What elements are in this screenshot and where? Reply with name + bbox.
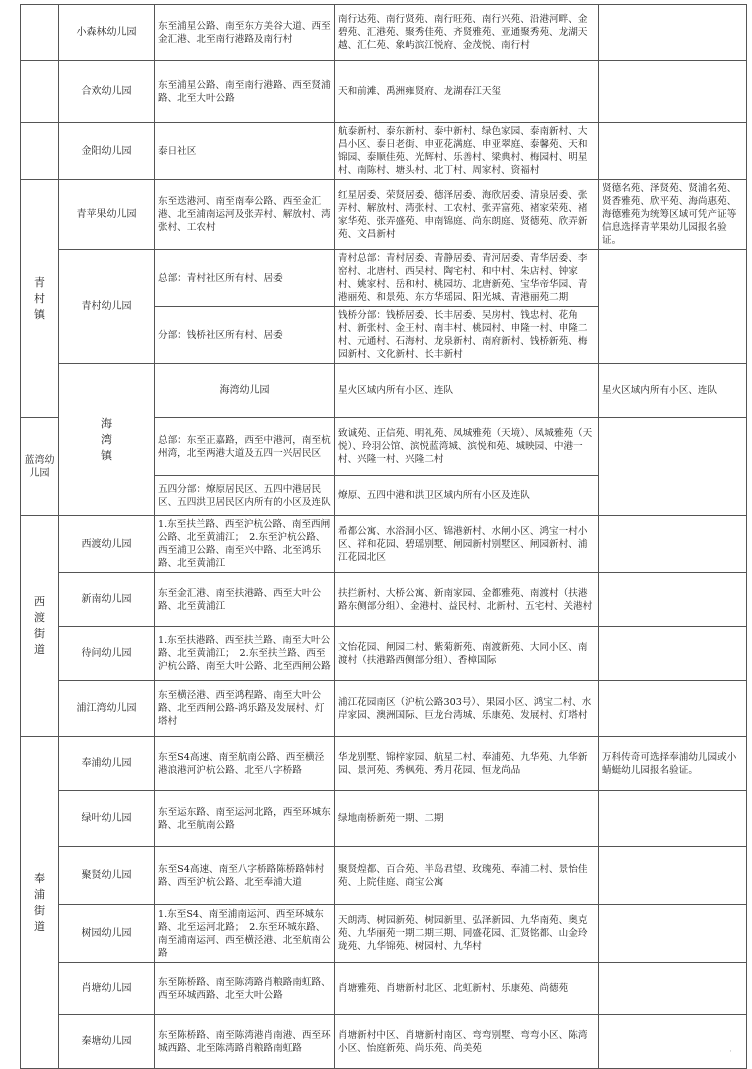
remark-cell: 贤德名苑、泽贤苑、贤浦名苑、贤香雅苑、欣平苑、海尚惠苑、海德雅苑为统筹区域可凭产证等信息选择青苹果幼儿园报名验证。 (599, 180, 747, 250)
enrollment-area: 五四分部：燎原居民区、五四中港居民区、五四洪卫居民区内所有的小区及连队 (155, 476, 335, 516)
remark-cell (599, 61, 747, 123)
community-list: 星火区域内所有小区、连队 (599, 364, 747, 418)
town-cell-continued (21, 61, 59, 123)
remark-cell (599, 250, 747, 364)
kindergarten-name: 青苹果幼儿园 (59, 180, 155, 250)
enrollment-area: 总部：青村社区所有村、居委 (155, 250, 335, 307)
table-row (21, 681, 747, 737)
community-list: 红星居委、荣贤居委、德泽居委、海欣居委、清泉居委、张弄村、解放村、湾张村、工农村、张弄富苑、褚家荣苑、褚家华苑、张弄盛苑、申南锦庭、尚东朗庭、贤德苑、欣弄新苑、文昌新村 (335, 180, 599, 250)
remark-cell (599, 123, 747, 180)
kindergarten-name: 绿叶幼儿园 (59, 791, 155, 847)
kindergarten-name: 新南幼儿园 (59, 573, 155, 627)
enrollment-area: 东至运东路、南至运河北路，西至环城东路、北至航南公路 (155, 791, 335, 847)
remark-cell (599, 681, 747, 737)
enrollment-zoning-table (20, 4, 747, 1069)
kindergarten-name: 奉浦幼儿园 (59, 737, 155, 791)
table-row (21, 737, 747, 791)
community-list: 青村总部：青村居委、青静居委、青河居委、青华居委、李窑村、北唐村、西吴村、陶宅村、和中村、朱店村、钟家村、姚家村、岳和村、桃园坊、北唐新苑、宝华帝华园、青港丽苑、和景苑、东方华瑶园、阳光城、青港丽苑二期 (335, 250, 599, 307)
kindergarten-name: 肖塘幼儿园 (59, 963, 155, 1015)
kindergarten-name: 金阳幼儿园 (59, 123, 155, 180)
table-row (21, 5, 747, 61)
community-list: 肖塘新村中区、肖塘新村南区、弯弯别墅、弯弯小区、陈湾小区、怡庭新苑、尚乐苑、尚美苑 (335, 1015, 599, 1069)
remark-cell (599, 905, 747, 963)
table-row (21, 905, 747, 963)
enrollment-area: 分部：钱桥社区所有村、居委 (155, 307, 335, 364)
community-list: 致诚苑、正信苑、明礼苑、凤城雅苑（天境）、凤城雅苑（天悦）、玲羽公馆、滨悦蓝湾城、滨悦和苑、城映园、中港一村、兴隆一村、兴隆二村 (335, 418, 599, 476)
watermark: · (729, 1047, 732, 1057)
town-cell-continued (21, 123, 59, 180)
enrollment-area: 东至S4高速、南至航南公路、西至横泾港浪港河沪杭公路、北至八字桥路 (155, 737, 335, 791)
community-list: 扶拦新村、大桥公寓、新南家园、金都雅苑、南渡村（扶港路东侧部分组）、金港村、益民村、北新村、五宅村、关港村 (335, 573, 599, 627)
remark-cell (599, 791, 747, 847)
table-row (21, 180, 747, 250)
remark-cell (599, 418, 747, 516)
kindergarten-name: 蓝湾幼儿园 (21, 418, 59, 516)
remark-cell (599, 573, 747, 627)
community-list: 南行达苑、南行贤苑、南行旺苑、南行兴苑、沿港河畔、金碧苑、汇港苑、聚秀佳苑、齐贤雅苑、亚通聚秀苑、龙湖天越、汇仁苑、象屿滨江悦府、金茂悦、南行村 (335, 5, 599, 61)
enrollment-area: 1.东至S4、南至浦南运河、西至环城东路、北至运河北路； 2.东至环城东路、南至浦南运河、西至横泾港、北至航南公路 (155, 905, 335, 963)
remark-cell (599, 5, 747, 61)
community-list: 肖塘雅苑、肖塘新村北区、北虹新村、乐康苑、尚德苑 (335, 963, 599, 1015)
enrollment-area: 东至浦星公路、南至东方美谷大道、西至金汇港、北至南行港路及南行村 (155, 5, 335, 61)
kindergarten-name: 小森林幼儿园 (59, 5, 155, 61)
remark-cell (599, 1015, 747, 1069)
table-row (21, 123, 747, 180)
community-list: 文怡花园、闸园二村、紫菊新苑、南渡新苑、大同小区、南渡村（扶港路西侧部分组）、香樟国际 (335, 627, 599, 681)
kindergarten-name: 待问幼儿园 (59, 627, 155, 681)
community-list: 希都公寓、水浴洞小区、锦港新村、水闸小区、鸿宝一村小区、祥和花园、碧瑶别墅、闸园新村别墅区、闸园新村、浦江花园北区 (335, 516, 599, 573)
table-row (21, 516, 747, 573)
community-list: 聚贤煌都、百合苑、半岛君望、玫瑰苑、奉浦二村、景怡佳苑、上院佳庭、商宝公寓 (335, 847, 599, 905)
table-row (21, 847, 747, 905)
enrollment-area: 东至浦星公路、南至南行港路、西至贤浦路、北至大叶公路 (155, 61, 335, 123)
enrollment-area: 东至迭港河、南至南奉公路、西至金汇港、北至浦南运河及张弄村、解放村、湾张村、工农村 (155, 180, 335, 250)
remark-cell (599, 516, 747, 573)
enrollment-area: 东至陈桥路、南至陈湾港肖南港、西至环城西路、北至陈湾路肖粮路南虹路 (155, 1015, 335, 1069)
kindergarten-name: 青村幼儿园 (59, 250, 155, 364)
enrollment-area: 东至陈桥路、南至陈湾路肖粮路南虹路、西至环城西路、北至大叶公路 (155, 963, 335, 1015)
community-list: 绿地南桥新苑一期、二期 (335, 791, 599, 847)
table-row (21, 627, 747, 681)
enrollment-area: 1.东至扶兰路、西至沪杭公路、南至西闸公路、北至黄浦江； 2.东至沪杭公路、西至浦卫公路、南至兴中路、北至鸿乐路、北至黄浦江 (155, 516, 335, 573)
kindergarten-name: 海湾幼儿园 (155, 364, 335, 418)
enrollment-area: 泰日社区 (155, 123, 335, 180)
kindergarten-name: 西渡幼儿园 (59, 516, 155, 573)
table-row (21, 791, 747, 847)
community-list: 天和前滩、禹洲雍贤府、龙湖春江天玺 (335, 61, 599, 123)
town-name: 西 渡 街 道 (21, 516, 59, 737)
enrollment-area: 总部：东至正嘉路，西至中港河，南至杭州湾，北至两港大道及五四一兴居民区 (155, 418, 335, 476)
remark-cell (599, 963, 747, 1015)
remark-cell (599, 627, 747, 681)
table-row (21, 573, 747, 627)
community-list: 浦江花园南区（沪杭公路303号）、果园小区、鸿宝二村、水岸家园、澳洲国际、巨龙台湾城、乐康苑、发展村、灯塔村 (335, 681, 599, 737)
remark-cell (599, 847, 747, 905)
community-list: 航泰新村、泰东新村、泰中新村、绿色家园、泰南新村、大昌小区、泰日老街、申亚花满庭、申亚翠庭、泰馨苑、天和锦园、泰顺佳苑、光辉村、乐善村、梁典村、梅园村、明星村、南陈村、塘头村、北丁村、周家村、资福村 (335, 123, 599, 180)
enrollment-area: 1.东至扶港路、西至扶兰路、南至大叶公路、北至黄浦江； 2.东至扶兰路、西至沪杭公路、南至大叶公路、北至西闸公路 (155, 627, 335, 681)
table-row (21, 250, 747, 307)
community-list: 天朗湾、树园新苑、树园新里、弘泽新园、九华南苑、奥克苑、九华丽苑一期二期三期、同盛花园、汇贤铭都、山金玲珑苑、九华锦苑、树园村、九华村 (335, 905, 599, 963)
enrollment-area: 东至S4高速、南至八字桥路陈桥路韩村路、西至沪杭公路、北至奉浦大道 (155, 847, 335, 905)
remark-cell: 万科传奇可选择奉浦幼儿园或小蜻蜓幼儿园报名验证。 (599, 737, 747, 791)
kindergarten-name: 秦塘幼儿园 (59, 1015, 155, 1069)
kindergarten-name: 合欢幼儿园 (59, 61, 155, 123)
kindergarten-name: 聚贤幼儿园 (59, 847, 155, 905)
community-list: 燎原、五四中港和洪卫区域内所有小区及连队 (335, 476, 599, 516)
enrollment-area: 东至金汇港、南至扶港路、西至大叶公路、北至黄浦江 (155, 573, 335, 627)
kindergarten-name: 浦江湾幼儿园 (59, 681, 155, 737)
enrollment-area: 东至横泾港、西至鸿程路、南至大叶公路、北至西闸公路-鸿乐路及发展村、灯塔村 (155, 681, 335, 737)
community-list: 钱桥分部：钱桥居委、长丰居委、吴房村、钱忠村、花角村、新张村、金王村、南丰村、桃园村、申隆一村、申隆二村、元通村、石海村、龙泉新村、南府新村、钱桥新苑、梅园新村、文化新村、长丰新村 (335, 307, 599, 364)
town-name: 青 村 镇 (21, 180, 59, 418)
table-row (21, 963, 747, 1015)
table-row (21, 364, 747, 418)
table-row (21, 61, 747, 123)
table-row (21, 1015, 747, 1069)
town-name: 奉 浦 街 道 (21, 737, 59, 1069)
town-name: 海 湾 镇 (59, 364, 155, 516)
community-list: 华龙别墅、锦梓家园、航星二村、奉浦苑、九华苑、九华新园、景河苑、秀枫苑、秀月花园、恒龙尚品 (335, 737, 599, 791)
town-cell-continued (21, 5, 59, 61)
enrollment-area: 星火区域内所有小区、连队 (335, 364, 599, 418)
kindergarten-name: 树园幼儿园 (59, 905, 155, 963)
